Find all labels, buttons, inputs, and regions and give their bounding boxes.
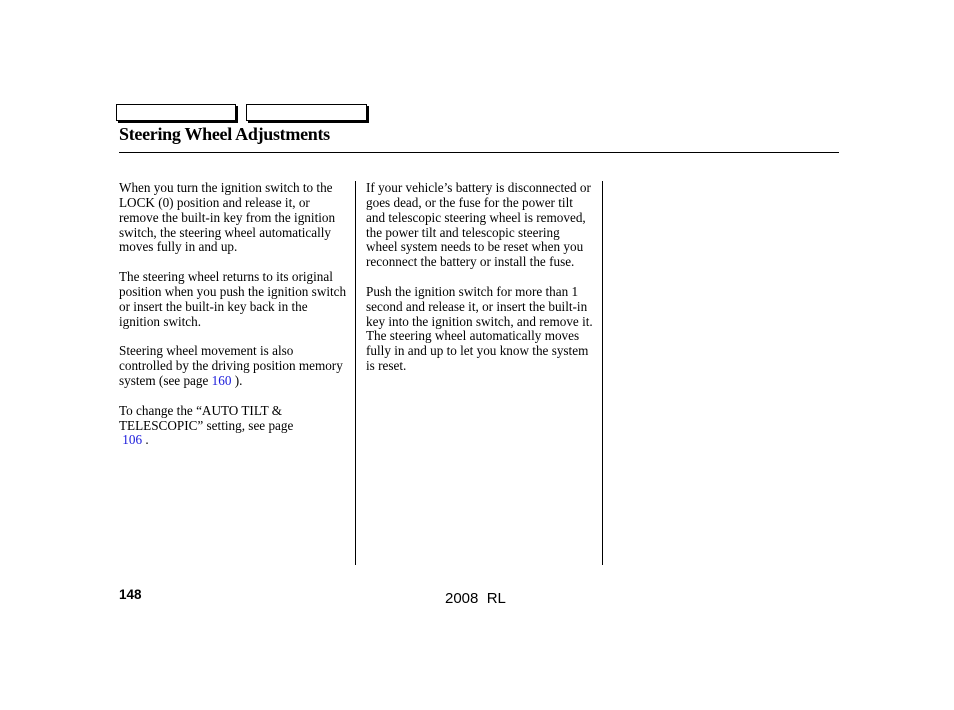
paragraph-text: To change the “AUTO TILT & TELESCOPIC” setting, see page [119, 402, 294, 433]
paragraph: Push the ignition switch for more than 1 second and release it, or insert the built-in key into the ignition switch, and remove it. The steering wheel automatically moves fully in and up to let you know the system is reset. [366, 283, 593, 374]
paragraph-text: ). [231, 372, 243, 388]
page-title: Steering Wheel Adjustments [119, 124, 330, 144]
model-label: 2008 RL [445, 590, 506, 607]
text-column-middle [366, 181, 594, 389]
paragraph-text: Steering wheel movement is also controlled by the driving position memory system (see page [119, 343, 343, 388]
paragraph: The steering wheel returns to its original position when you push the ignition switch or insert the built-in key back in the ignition switch. [119, 269, 347, 329]
page-link-160[interactable]: 160 [211, 372, 232, 388]
paragraph [119, 404, 347, 449]
column-divider [602, 181, 603, 565]
text-column-left [119, 181, 347, 463]
page-number: 148 [119, 587, 142, 602]
title-underline [119, 152, 839, 153]
paragraph [119, 344, 347, 389]
nav-button-previous[interactable] [116, 104, 236, 121]
page-link-106[interactable]: 106 [122, 432, 143, 448]
paragraph: If your vehicle’s battery is disconnected or goes dead, or the fuse for the power tilt and telescopic steering wheel is removed, the power tilt and telescopic steering wheel system needs to be reset when you reconnect the battery or install the fuse. [366, 180, 591, 270]
paragraph: When you turn the ignition switch to the LOCK (0) position and release it, or remove the built-in key from the ignition switch, the steering wheel automatically moves fully in and up. [119, 180, 336, 255]
column-divider [355, 181, 356, 565]
paragraph-text: . [142, 432, 149, 448]
nav-button-next[interactable] [246, 104, 367, 121]
